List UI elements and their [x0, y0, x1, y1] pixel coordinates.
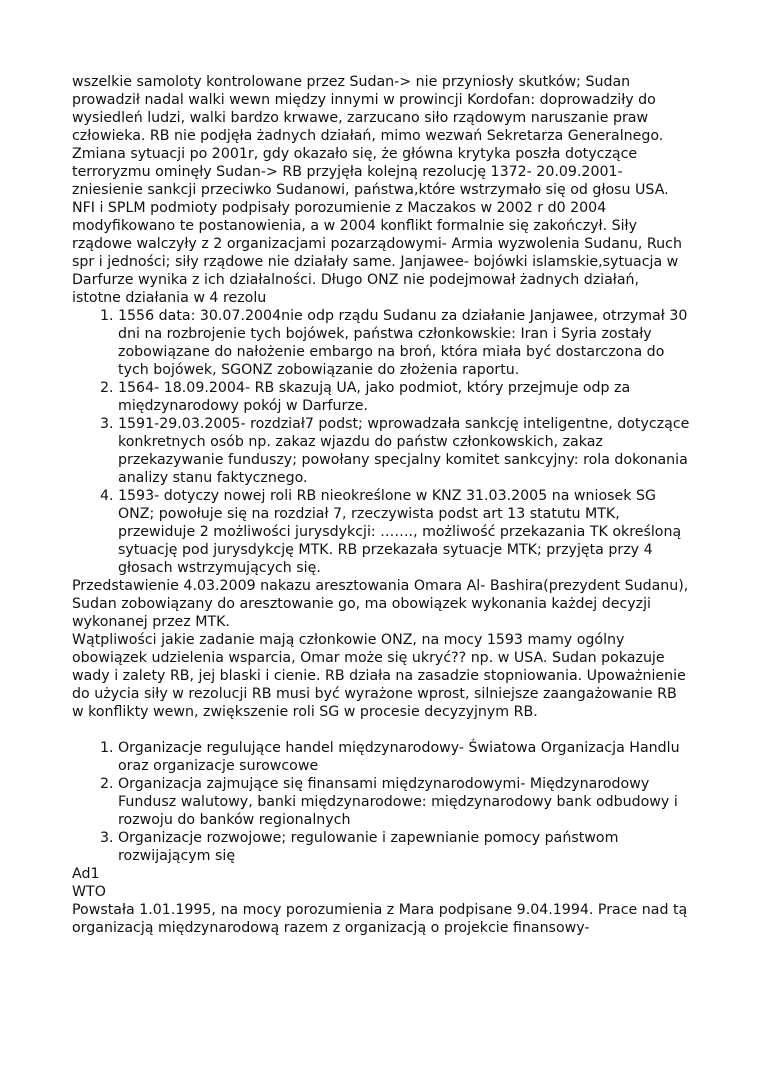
- paragraph-nfi-splm: NFI i SPLM podmioty podpisały porozumienie z Maczakos w 2002 r d0 2004 modyfikowano te postanowienia, a w 2004 konflikt formalnie się zakończył. Siły rządowe walczyły z 2 organizacjami pozarządowymi- Armia wyzwolenia Sudanu, Ruch spr i jedności; siły rządowe nie działały same. Janjawee- bojówki islamskie,sytuacja w Darfurze wynika z ich działalności. Długo ONZ nie podejmował żadnych działań, istotne działania w 4 rezolu: [72, 200, 682, 306]
- list-item-resolution-1564: 2. 1564- 18.09.2004- RB skazują UA, jako podmiot, który przejmuje odp za międzynarodowy pokój w Darfurze.: [118, 379, 692, 415]
- list-item-finance-organizations: 2. Organizacja zajmujące się finansami międzynarodowymi- Międzynarodowy Fundusz walutowy, banki międzynarodowe: międzynarodowy bank odbudowy i rozwoju do banków regionalnych: [118, 775, 692, 829]
- paragraph-situation-2001: Zmiana sytuacji po 2001r, gdy okazało się, że główna krytyka poszła dotyczące terroryzmu ominęły Sudan-> RB przyjęła kolejną rezolucję 1372- 20.09.2001- zniesienie sankcji przeciwko Sudanowi, państwa,które wstrzymało się od głosu USA.: [72, 146, 669, 198]
- list-item-trade-organizations: 1. Organizacje regulujące handel międzynarodowy- Światowa Organizacja Handlu oraz organizacje surowcowe: [118, 739, 692, 775]
- list-item-development-organizations: 3. Organizacje rozwojowe; regulowanie i zapewnianie pomocy państwom rozwijającym się: [118, 829, 692, 865]
- list-item-resolution-1591: 3. 1591-29.03.2005- rozdział7 podst; wprowadzała sankcję inteligentne, dotyczące konkretnych osób np. zakaz wjazdu do państw członkowskich, zakaz przekazywanie funduszy; powołany specjalny komitet sankcyjny: rola dokonania analizy stanu faktycznego.: [118, 415, 692, 487]
- heading-wto: WTO: [72, 884, 106, 900]
- heading-ad1: Ad1: [72, 866, 100, 882]
- blank-line: [72, 721, 692, 739]
- resolutions-list: [72, 307, 692, 577]
- organizations-list: [72, 739, 692, 865]
- paragraph-doubts: Wątpliwości jakie zadanie mają członkowie ONZ, na mocy 1593 mamy ogólny obowiązek udzielenia wsparcia, Omar może się ukryć?? np. w USA. Sudan pokazuje wady i zalety RB, jej blaski i cienie. RB działa na zasadzie stopniowania. Upoważnienie do użycia siły w rezolucji RB musi być wyrażone wprost, silniejsze zaangażowanie RB w konflikty wewn, zwiększenie roli SG w procesie decyzyjnym RB.: [72, 632, 686, 720]
- list-item-resolution-1593: 4. 1593- dotyczy nowej roli RB nieokreślone w KNZ 31.03.2005 na wniosek SG ONZ; powołuje się na rozdział 7, rzeczywista podst art 13 statutu MTK, przewiduje 2 możliwości jurysdykcji: ……., możliwość przekazania TK określoną sytuację pod jurysdykcję MTK. RB przekazała sytuacje MTK; przyjęta przy 4 głosach wstrzymujących się.: [118, 487, 692, 577]
- list-item-resolution-1556: 1. 1556 data: 30.07.2004nie odp rządu Sudanu za działanie Janjawee, otrzymał 30 dni na rozbrojenie tych bojówek, państwa członkowskie: Iran i Syria zostały zobowiązane do nałożenie embargo na broń, która miała być dostarczona do tych bojówek, SGONZ zobowiązanie do złożenia raportu.: [118, 307, 692, 379]
- paragraph-sudan-fighting: wszelkie samoloty kontrolowane przez Sudan-> nie przyniosły skutków; Sudan prowadził nadal walki wewn między innymi w prowincji Kordofan: doprowadziły do wysiedleń ludzi, walki bardzo krwawe, zarzucano siło rządowym naruszanie praw człowieka. RB nie podjęła żadnych działań, mimo wezwań Sekretarza Generalnego.: [72, 74, 664, 144]
- paragraph-wto-founding: Powstała 1.01.1995, na mocy porozumienia z Mara podpisane 9.04.1994. Prace nad tą organizacją międzynarodową razem z organizacją o projekcie finansowy-: [72, 902, 688, 936]
- document-page: [72, 73, 692, 937]
- paragraph-arrest-warrant: Przedstawienie 4.03.2009 nakazu aresztowania Omara Al- Bashira(prezydent Sudanu), Sudan zobowiązany do aresztowanie go, ma obowiązek wykonania każdej decyzji wykonanej przez MTK.: [72, 578, 689, 630]
